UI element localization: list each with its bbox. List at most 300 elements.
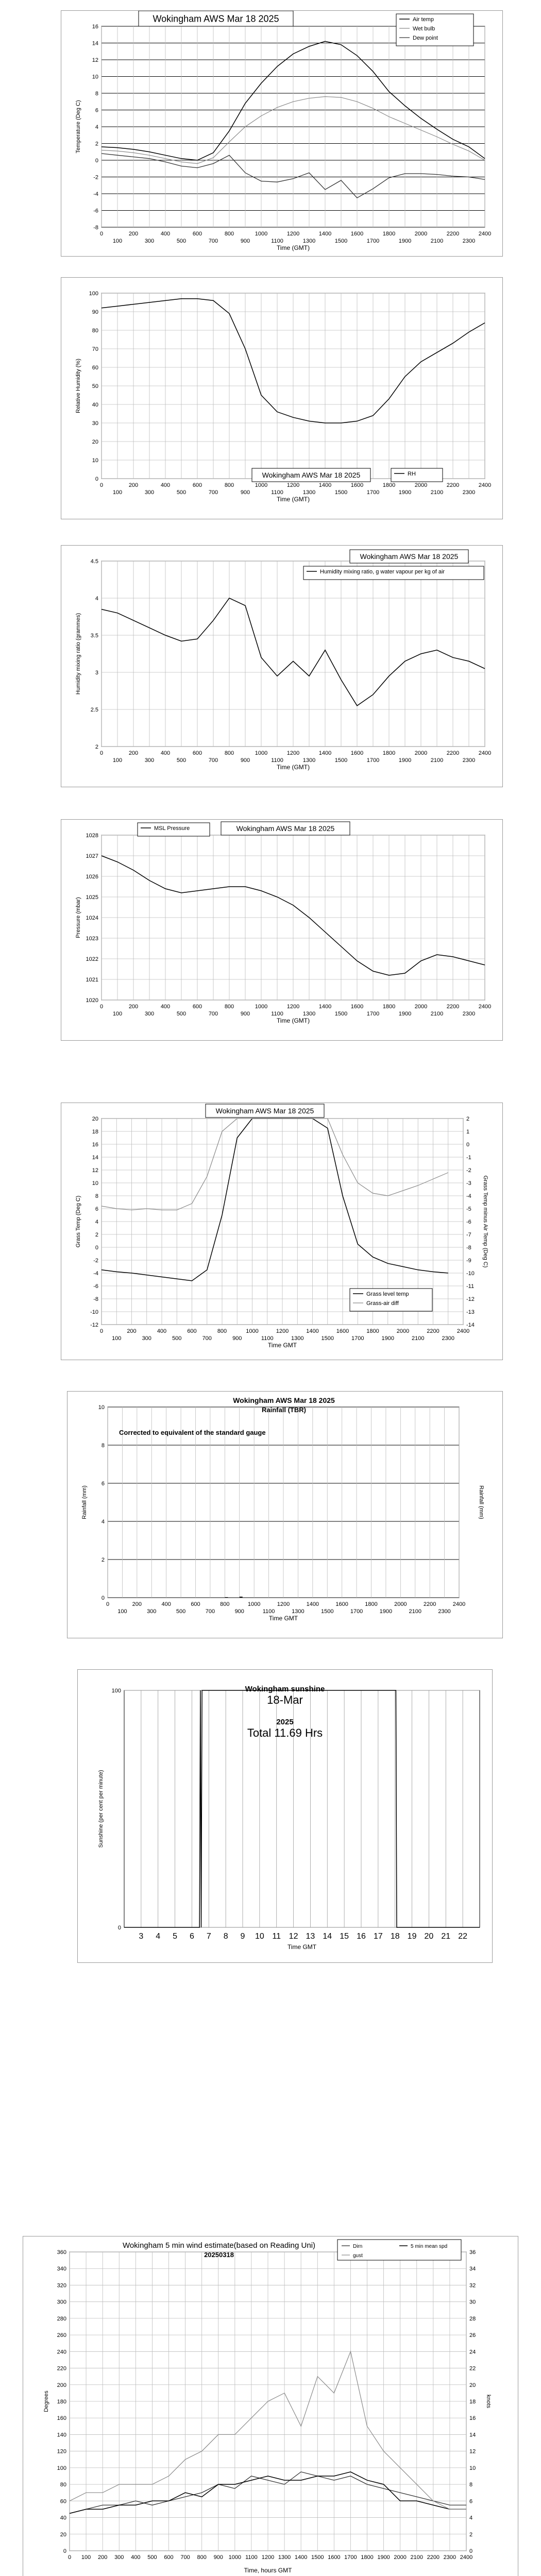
y-axis-label: Sunshine (per cent per minute) bbox=[98, 1770, 104, 1848]
x-tick-label: 600 bbox=[187, 1328, 197, 1334]
y-right-tick-label: 34 bbox=[469, 2266, 476, 2273]
y-right-tick-label: -4 bbox=[466, 1193, 471, 1199]
x-tick-label: 1200 bbox=[286, 750, 300, 756]
y-tick-label: 60 bbox=[60, 2498, 66, 2505]
x-tick-label: 5 bbox=[173, 1932, 178, 1941]
x-tick-label: 500 bbox=[176, 489, 187, 496]
y-axis-label: Humidity mixing ratio (grammes) bbox=[75, 613, 81, 695]
x-tick-label: 100 bbox=[112, 489, 123, 496]
y-tick-label: 1028 bbox=[86, 833, 98, 839]
x-tick-label: 600 bbox=[164, 2554, 174, 2561]
y-tick-label: 20 bbox=[60, 2531, 66, 2538]
y-tick-label: 16 bbox=[92, 24, 98, 30]
pressure-chart-panel bbox=[61, 819, 503, 1041]
y-axis-label: Grass Temp (Deg C) bbox=[75, 1195, 81, 1248]
legend-entry: Grass level temp bbox=[366, 1291, 409, 1297]
x-tick-label: 1900 bbox=[398, 489, 412, 496]
x-tick-label: 300 bbox=[144, 489, 155, 496]
x-tick-label: 2200 bbox=[427, 1328, 439, 1334]
y-right-tick-label: 10 bbox=[469, 2465, 476, 2471]
x-tick-label: 1500 bbox=[334, 757, 348, 764]
y-tick-label: 10 bbox=[92, 457, 98, 464]
grass-temp-chart bbox=[61, 1103, 502, 1360]
y-tick-label: 20 bbox=[92, 1116, 98, 1122]
x-tick-label: 10 bbox=[255, 1932, 264, 1941]
y-tick-label: 4 bbox=[95, 124, 98, 130]
x-tick-label: 1100 bbox=[271, 757, 283, 764]
x-tick-label: 900 bbox=[240, 238, 250, 244]
legend-entry: gust bbox=[353, 2253, 363, 2259]
x-tick-label: 1800 bbox=[382, 750, 396, 756]
temperature-chart-panel bbox=[61, 10, 503, 257]
y-right-tick-label: 28 bbox=[469, 2315, 476, 2322]
x-axis-label: Time (GMT) bbox=[276, 244, 310, 251]
x-tick-label: 600 bbox=[192, 750, 202, 756]
y-tick-label: 2 bbox=[95, 1232, 98, 1238]
x-tick-label: 1400 bbox=[318, 482, 332, 488]
x-tick-label: 1200 bbox=[277, 1601, 290, 1607]
chart-title: Wokingham AWS Mar 18 2025 bbox=[236, 824, 335, 833]
legend-entry: MSL Pressure bbox=[154, 825, 190, 832]
x-tick-label: 1700 bbox=[366, 238, 380, 244]
x-tick-label: 1800 bbox=[382, 482, 396, 488]
x-tick-label: 300 bbox=[114, 2554, 124, 2561]
x-tick-label: 2100 bbox=[430, 757, 444, 764]
x-tick-label: 21 bbox=[441, 1932, 451, 1941]
x-tick-label: 1500 bbox=[311, 2554, 324, 2561]
x-tick-label: 500 bbox=[147, 2554, 157, 2561]
x-tick-label: 600 bbox=[192, 1004, 202, 1010]
y-right-tick-label: 12 bbox=[469, 2448, 476, 2455]
chart-total: Total 11.69 Hrs bbox=[247, 1726, 323, 1739]
y-tick-label: -12 bbox=[90, 1322, 98, 1328]
x-tick-label: 100 bbox=[117, 1608, 127, 1615]
y-tick-label: 1023 bbox=[86, 936, 98, 942]
x-tick-label: 100 bbox=[112, 1011, 123, 1017]
y-tick-label: 10 bbox=[98, 1404, 105, 1411]
x-tick-label: 1400 bbox=[318, 750, 332, 756]
x-tick-label: 400 bbox=[160, 1004, 171, 1010]
y-right-tick-label: -13 bbox=[466, 1309, 475, 1315]
chart-title: Wokingham AWS Mar 18 2025 bbox=[215, 1107, 314, 1115]
rainfall-chart bbox=[67, 1392, 502, 1638]
x-tick-label: 2200 bbox=[423, 1601, 436, 1607]
x-tick-label: 400 bbox=[160, 750, 171, 756]
mixing-ratio-chart bbox=[61, 546, 502, 787]
x-tick-label: 1200 bbox=[286, 1004, 300, 1010]
x-tick-label: 2400 bbox=[478, 750, 492, 756]
x-tick-label: 700 bbox=[180, 2554, 190, 2561]
y-tick-label: -2 bbox=[93, 174, 98, 181]
y-tick-label: 30 bbox=[92, 420, 98, 427]
pressure-chart bbox=[61, 820, 502, 1040]
x-tick-label: 100 bbox=[112, 1335, 122, 1342]
y-tick-label: 120 bbox=[57, 2448, 66, 2455]
y-tick-label: -2 bbox=[93, 1258, 98, 1264]
y-right-tick-label: 1 bbox=[466, 1129, 470, 1135]
x-tick-label: 16 bbox=[357, 1932, 366, 1941]
y-tick-label: 14 bbox=[92, 1155, 98, 1161]
x-tick-label: 200 bbox=[127, 1328, 137, 1334]
x-tick-label: 1600 bbox=[336, 1328, 349, 1334]
y-tick-label: 100 bbox=[89, 291, 98, 297]
y-tick-label: -8 bbox=[93, 225, 98, 231]
x-tick-label: 18 bbox=[390, 1932, 400, 1941]
x-tick-label: 700 bbox=[208, 1011, 218, 1017]
y-right-tick-label: -1 bbox=[466, 1155, 471, 1161]
x-tick-label: 1500 bbox=[334, 1011, 348, 1017]
x-tick-label: 800 bbox=[224, 1004, 234, 1010]
y-tick-label: 1024 bbox=[86, 915, 98, 921]
temperature-chart bbox=[61, 11, 502, 256]
x-tick-label: 1600 bbox=[350, 231, 364, 237]
y-right-tick-label: 8 bbox=[469, 2482, 473, 2488]
x-tick-label: 2100 bbox=[409, 1608, 421, 1615]
x-axis-label: Time (GMT) bbox=[276, 1017, 310, 1024]
y-tick-label: 50 bbox=[92, 383, 98, 389]
rain-bar bbox=[240, 1597, 243, 1598]
y-right-axis-label: Rainfall (mm) bbox=[478, 1485, 484, 1519]
y-tick-label: 6 bbox=[95, 1206, 98, 1212]
y-tick-label: 2 bbox=[95, 744, 98, 750]
x-tick-label: 2300 bbox=[462, 489, 476, 496]
chart-annotation: Corrected to equivalent of the standard gauge bbox=[119, 1429, 266, 1436]
x-tick-label: 2400 bbox=[457, 1328, 470, 1334]
y-tick-label: 10 bbox=[92, 1180, 98, 1187]
x-tick-label: 2300 bbox=[442, 1335, 454, 1342]
x-tick-label: 1900 bbox=[398, 238, 412, 244]
x-tick-label: 1500 bbox=[334, 238, 348, 244]
y-tick-label: 260 bbox=[57, 2332, 66, 2339]
x-tick-label: 1400 bbox=[306, 1601, 319, 1607]
x-tick-label: 900 bbox=[232, 1335, 242, 1342]
y-right-tick-label: -14 bbox=[466, 1322, 475, 1328]
x-tick-label: 2400 bbox=[478, 231, 492, 237]
x-tick-label: 900 bbox=[240, 1011, 250, 1017]
x-tick-label: 600 bbox=[192, 482, 202, 488]
x-tick-label: 14 bbox=[323, 1932, 332, 1941]
x-tick-label: 800 bbox=[224, 231, 234, 237]
x-tick-label: 700 bbox=[208, 757, 218, 764]
x-tick-label: 1500 bbox=[321, 1608, 334, 1615]
y-right-tick-label: -11 bbox=[466, 1283, 475, 1290]
x-axis-label: Time (GMT) bbox=[276, 764, 310, 771]
x-tick-label: 1000 bbox=[228, 2554, 242, 2561]
y-tick-label: 14 bbox=[92, 40, 98, 47]
x-tick-label: 2300 bbox=[462, 757, 476, 764]
y-right-tick-label: -6 bbox=[466, 1219, 471, 1225]
y-right-tick-label: -10 bbox=[466, 1270, 475, 1277]
y-tick-label: 2 bbox=[95, 141, 98, 147]
plot-area bbox=[124, 1690, 480, 1927]
x-tick-label: 0 bbox=[99, 750, 104, 756]
x-tick-label: 0 bbox=[106, 1601, 110, 1607]
legend-entry: Dew point bbox=[413, 35, 438, 41]
x-axis-label: Time (GMT) bbox=[276, 496, 310, 503]
x-tick-label: 2200 bbox=[446, 231, 460, 237]
x-tick-label: 22 bbox=[458, 1932, 468, 1941]
y-tick-label: 0 bbox=[95, 476, 98, 482]
x-tick-label: 2200 bbox=[446, 1004, 460, 1010]
y-tick-label: 6 bbox=[95, 107, 98, 114]
y-right-tick-label: -5 bbox=[466, 1206, 471, 1212]
x-tick-label: 1600 bbox=[328, 2554, 341, 2561]
x-tick-label: 200 bbox=[128, 482, 139, 488]
y-axis-label: Pressure (mbar) bbox=[75, 897, 81, 938]
y-tick-label: 0 bbox=[95, 158, 98, 164]
y-tick-label: -10 bbox=[90, 1309, 98, 1315]
y-tick-label: -4 bbox=[93, 191, 98, 197]
x-tick-label: 1000 bbox=[247, 1601, 261, 1607]
x-tick-label: 1300 bbox=[292, 1608, 305, 1615]
x-tick-label: 300 bbox=[144, 238, 155, 244]
x-tick-label: 1200 bbox=[286, 231, 300, 237]
y-tick-label: 320 bbox=[57, 2282, 66, 2289]
y-tick-label: 0 bbox=[101, 1595, 105, 1601]
y-right-tick-label: 16 bbox=[469, 2415, 476, 2422]
x-tick-label: 2200 bbox=[446, 750, 460, 756]
y-tick-label: 4 bbox=[101, 1519, 105, 1525]
y-right-tick-label: 18 bbox=[469, 2399, 476, 2405]
y-tick-label: 0 bbox=[117, 1925, 121, 1931]
x-tick-label: 19 bbox=[407, 1932, 417, 1941]
x-tick-label: 700 bbox=[202, 1335, 212, 1342]
y-tick-label: 16 bbox=[92, 1142, 98, 1148]
x-tick-label: 1700 bbox=[351, 1335, 364, 1342]
y-tick-label: 1025 bbox=[86, 894, 98, 901]
y-tick-label: -6 bbox=[93, 208, 98, 214]
x-tick-label: 1400 bbox=[306, 1328, 319, 1334]
x-tick-label: 1100 bbox=[271, 238, 283, 244]
y-right-tick-label: -7 bbox=[466, 1232, 471, 1238]
x-tick-label: 2000 bbox=[394, 2554, 407, 2561]
y-tick-label: 240 bbox=[57, 2349, 66, 2355]
x-tick-label: 1100 bbox=[245, 2554, 258, 2561]
y-right-tick-label: 20 bbox=[469, 2382, 476, 2388]
chart-year: 2025 bbox=[276, 1718, 294, 1726]
chart-title: Wokingham AWS Mar 18 2025 bbox=[360, 552, 459, 561]
y-tick-label: 300 bbox=[57, 2299, 66, 2306]
x-tick-label: 1300 bbox=[302, 238, 316, 244]
x-tick-label: 1100 bbox=[262, 1608, 275, 1615]
x-tick-label: 1900 bbox=[398, 1011, 412, 1017]
y-tick-label: 70 bbox=[92, 346, 98, 352]
y-right-axis-label: Grass Temp minus Air Temp (Deg C) bbox=[482, 1175, 488, 1268]
y-right-tick-label: 30 bbox=[469, 2299, 476, 2306]
y-tick-label: -8 bbox=[93, 1296, 98, 1302]
y-tick-label: 220 bbox=[57, 2365, 66, 2372]
y-tick-label: 1022 bbox=[86, 956, 98, 962]
y-tick-label: 180 bbox=[57, 2399, 66, 2405]
rainfall-chart-panel bbox=[67, 1391, 503, 1638]
x-tick-label: 12 bbox=[289, 1932, 298, 1941]
x-tick-label: 2000 bbox=[414, 231, 428, 237]
x-tick-label: 100 bbox=[112, 757, 123, 764]
sunshine-chart bbox=[78, 1670, 492, 1962]
y-tick-label: 140 bbox=[57, 2432, 66, 2438]
x-tick-label: 0 bbox=[99, 1328, 104, 1334]
x-tick-label: 20 bbox=[424, 1932, 434, 1941]
y-tick-label: 12 bbox=[92, 57, 98, 63]
x-tick-label: 2000 bbox=[414, 750, 428, 756]
chart-title: Wokingham sunshine bbox=[245, 1685, 325, 1693]
x-tick-label: 1000 bbox=[255, 231, 268, 237]
y-tick-label: 4 bbox=[95, 1219, 98, 1225]
x-tick-label: 2200 bbox=[446, 482, 460, 488]
y-tick-label: 1027 bbox=[86, 853, 98, 859]
y-tick-label: 40 bbox=[60, 2515, 66, 2521]
x-tick-label: 1200 bbox=[286, 482, 300, 488]
x-tick-label: 500 bbox=[172, 1335, 182, 1342]
x-tick-label: 500 bbox=[176, 238, 187, 244]
x-tick-label: 1100 bbox=[261, 1335, 274, 1342]
x-tick-label: 800 bbox=[224, 750, 234, 756]
x-tick-label: 1800 bbox=[382, 1004, 396, 1010]
x-tick-label: 1400 bbox=[294, 2554, 308, 2561]
x-tick-label: 600 bbox=[192, 231, 202, 237]
x-tick-label: 1400 bbox=[318, 231, 332, 237]
y-tick-label: -4 bbox=[93, 1270, 98, 1277]
x-tick-label: 1700 bbox=[350, 1608, 363, 1615]
x-tick-label: 2100 bbox=[430, 238, 444, 244]
x-tick-label: 2400 bbox=[478, 1004, 492, 1010]
x-tick-label: 1900 bbox=[398, 757, 412, 764]
x-tick-label: 200 bbox=[128, 750, 139, 756]
x-tick-label: 1200 bbox=[276, 1328, 289, 1334]
x-tick-label: 2000 bbox=[396, 1328, 410, 1334]
legend-entry: Humidity mixing ratio, g water vapour per kg of air bbox=[320, 569, 445, 575]
x-tick-label: 1900 bbox=[377, 2554, 390, 2561]
y-right-tick-label: -8 bbox=[466, 1245, 471, 1251]
x-tick-label: 1800 bbox=[366, 1328, 379, 1334]
y-tick-label: 0 bbox=[95, 1245, 98, 1251]
y-tick-label: 1020 bbox=[86, 997, 98, 1004]
x-tick-label: 900 bbox=[213, 2554, 223, 2561]
chart-subtitle: 20250318 bbox=[204, 2251, 234, 2259]
x-tick-label: 1000 bbox=[255, 482, 268, 488]
y-tick-label: 4.5 bbox=[90, 558, 98, 565]
x-tick-label: 1700 bbox=[366, 489, 380, 496]
legend-entry: Dirn bbox=[353, 2244, 363, 2249]
y-right-tick-label: 24 bbox=[469, 2349, 476, 2355]
y-tick-label: 4 bbox=[95, 596, 98, 602]
x-axis-label: Time, hours GMT bbox=[244, 2567, 292, 2574]
x-tick-label: 1700 bbox=[366, 1011, 380, 1017]
x-tick-label: 2100 bbox=[430, 489, 444, 496]
x-tick-label: 3 bbox=[139, 1932, 144, 1941]
y-right-tick-label: 0 bbox=[466, 1142, 470, 1148]
y-tick-label: 100 bbox=[111, 1688, 121, 1694]
x-tick-label: 2000 bbox=[414, 1004, 428, 1010]
y-tick-label: 3 bbox=[95, 670, 98, 676]
x-tick-label: 1300 bbox=[302, 489, 316, 496]
x-tick-label: 2000 bbox=[414, 482, 428, 488]
x-tick-label: 200 bbox=[128, 1004, 139, 1010]
y-right-tick-label: 22 bbox=[469, 2365, 476, 2372]
wind-chart-panel bbox=[23, 2236, 518, 2576]
y-tick-label: 6 bbox=[101, 1481, 105, 1487]
legend-entry: RH bbox=[408, 471, 416, 477]
x-tick-label: 1900 bbox=[381, 1335, 394, 1342]
chart-subtitle: 18-Mar bbox=[267, 1693, 303, 1706]
x-tick-label: 1800 bbox=[365, 1601, 378, 1607]
x-tick-label: 200 bbox=[97, 2554, 108, 2561]
x-tick-label: 15 bbox=[340, 1932, 349, 1941]
x-tick-label: 200 bbox=[132, 1601, 142, 1607]
x-tick-label: 1600 bbox=[350, 1004, 364, 1010]
x-tick-label: 2400 bbox=[452, 1601, 466, 1607]
chart-subtitle: Rainfall (TBR) bbox=[262, 1406, 306, 1414]
x-tick-label: 800 bbox=[220, 1601, 230, 1607]
y-tick-label: 1026 bbox=[86, 874, 98, 880]
x-tick-label: 2400 bbox=[460, 2554, 473, 2561]
x-tick-label: 2200 bbox=[427, 2554, 440, 2561]
y-tick-label: 8 bbox=[95, 91, 98, 97]
y-tick-label: 80 bbox=[92, 328, 98, 334]
x-tick-label: 1300 bbox=[291, 1335, 304, 1342]
y-tick-label: 12 bbox=[92, 1167, 98, 1174]
x-tick-label: 1800 bbox=[361, 2554, 374, 2561]
x-tick-label: 6 bbox=[189, 1932, 194, 1941]
x-tick-label: 1300 bbox=[302, 1011, 316, 1017]
y-tick-label: 160 bbox=[57, 2415, 66, 2422]
x-tick-label: 1300 bbox=[278, 2554, 291, 2561]
x-tick-label: 1300 bbox=[302, 757, 316, 764]
x-tick-label: 11 bbox=[272, 1932, 281, 1941]
x-axis-label: Time GMT bbox=[287, 1943, 317, 1951]
x-tick-label: 9 bbox=[240, 1932, 245, 1941]
x-tick-label: 400 bbox=[160, 231, 171, 237]
y-tick-label: 2.5 bbox=[90, 707, 98, 713]
x-tick-label: 200 bbox=[128, 231, 139, 237]
x-tick-label: 300 bbox=[144, 757, 155, 764]
chart-title: Wokingham AWS Mar 18 2025 bbox=[153, 13, 279, 24]
x-tick-label: 800 bbox=[197, 2554, 207, 2561]
chart-title: Wokingham AWS Mar 18 2025 bbox=[262, 471, 361, 480]
x-tick-label: 900 bbox=[234, 1608, 244, 1615]
wind-chart bbox=[23, 2236, 518, 2576]
x-tick-label: 2400 bbox=[478, 482, 492, 488]
x-tick-label: 1800 bbox=[382, 231, 396, 237]
y-tick-label: 90 bbox=[92, 309, 98, 315]
x-tick-label: 17 bbox=[373, 1932, 383, 1941]
x-tick-label: 1500 bbox=[334, 489, 348, 496]
x-tick-label: 1200 bbox=[261, 2554, 275, 2561]
x-tick-label: 900 bbox=[240, 757, 250, 764]
x-tick-label: 0 bbox=[99, 1004, 104, 1010]
y-axis-label: Degrees bbox=[43, 2391, 49, 2412]
y-right-tick-label: 32 bbox=[469, 2282, 476, 2289]
rain-bar bbox=[225, 1597, 228, 1598]
x-tick-label: 1900 bbox=[379, 1608, 393, 1615]
legend-entry: Grass-air diff bbox=[366, 1300, 399, 1307]
x-tick-label: 1100 bbox=[271, 1011, 283, 1017]
x-tick-label: 800 bbox=[217, 1328, 227, 1334]
y-right-tick-label: -9 bbox=[466, 1258, 471, 1264]
x-tick-label: 0 bbox=[99, 482, 104, 488]
y-tick-label: 360 bbox=[57, 2249, 66, 2256]
humidity-chart-panel bbox=[61, 277, 503, 519]
y-tick-label: 18 bbox=[92, 1129, 98, 1135]
x-tick-label: 2300 bbox=[462, 238, 476, 244]
y-tick-label: 20 bbox=[92, 439, 98, 445]
y-tick-label: 3.5 bbox=[90, 633, 98, 639]
x-tick-label: 900 bbox=[240, 489, 250, 496]
legend-entry: Wet bulb bbox=[413, 26, 435, 32]
y-tick-label: 0 bbox=[63, 2548, 66, 2554]
y-right-tick-label: 2 bbox=[466, 1116, 470, 1122]
x-tick-label: 1600 bbox=[350, 750, 364, 756]
